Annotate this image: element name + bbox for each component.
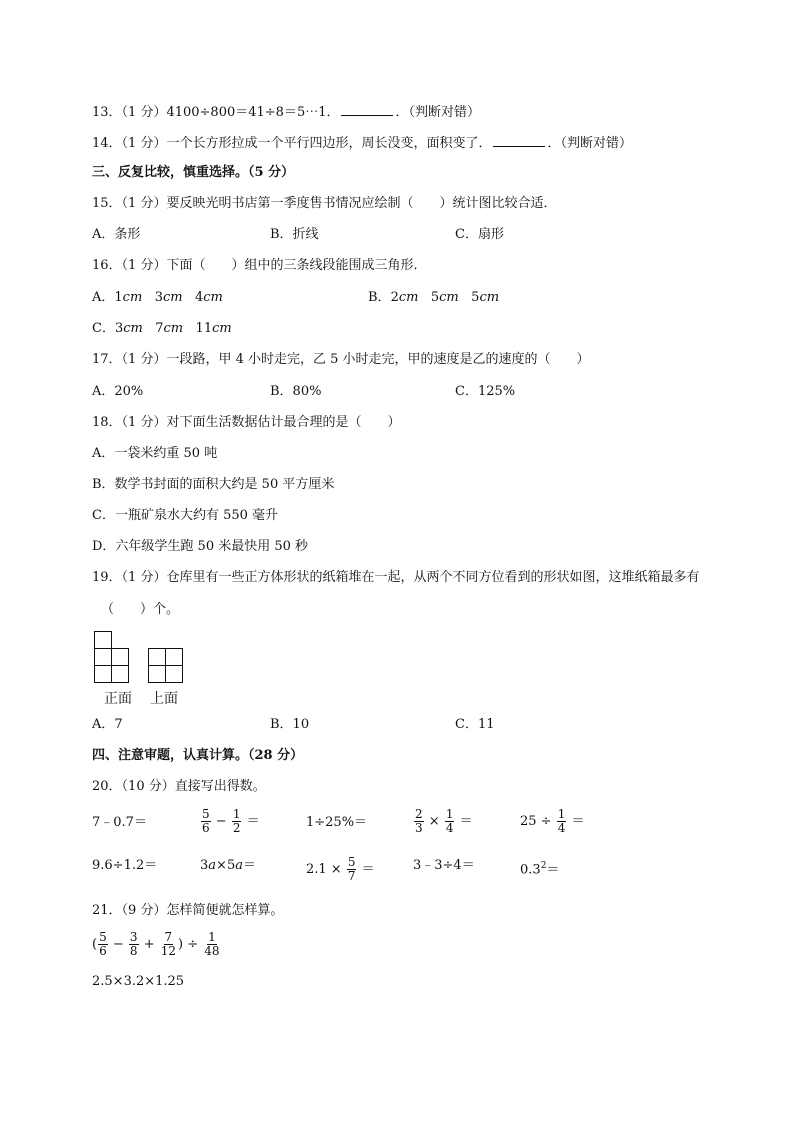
q17-option-a[interactable]: A．20% [92, 384, 144, 399]
expr-text: 25 ÷ [520, 814, 552, 829]
q20-expr-9: 3﹣3÷4＝ [413, 858, 475, 873]
numerator: 5 [202, 807, 210, 821]
q16-c-val-3: 11 [195, 321, 213, 336]
top-view-cell [148, 665, 166, 683]
front-view-cell [94, 631, 112, 649]
equals-sign: ＝ [242, 858, 256, 873]
denominator: 48 [204, 944, 220, 958]
q15-stem-a: 15．（1 分）要反映光明书店第一季度售书情况应绘制（ [92, 196, 414, 211]
q16-a-unit-3: cm [203, 290, 223, 305]
q16-a-unit-1: cm [122, 290, 143, 305]
numerator: 5 [99, 930, 107, 944]
q16-c-unit-3: cm [212, 321, 232, 336]
top-view-cell [148, 648, 166, 666]
q18-option-c[interactable]: C．一瓶矿泉水大约有 550 毫升 [92, 508, 279, 523]
q13-tail: ．（判断对错） [395, 105, 480, 120]
q16-c-unit-1: cm [123, 321, 143, 336]
question-13 [92, 102, 480, 122]
paren-close-divide: ) ÷ [178, 937, 199, 952]
numerator: 1 [445, 807, 454, 821]
exponent: 2 [540, 861, 547, 871]
operator: − [112, 937, 124, 952]
q15-option-a[interactable]: A．条形 [92, 227, 141, 242]
q19-option-a[interactable]: A．7 [92, 717, 123, 732]
q16-option-c[interactable] [92, 320, 232, 338]
q19-option-b[interactable]: B．10 [270, 717, 310, 732]
q16-b-val-2: 5 [430, 290, 440, 305]
q16-a-val-3: 4 [194, 290, 204, 305]
fraction [201, 808, 211, 835]
fraction [347, 856, 357, 883]
q20-expr-4 [413, 808, 473, 835]
numerator: 7 [164, 930, 173, 944]
q16-a-label: A． [92, 290, 115, 305]
question-18 [92, 414, 400, 432]
question-15 [92, 195, 556, 213]
denominator: 4 [445, 821, 454, 835]
denominator: 4 [557, 821, 566, 835]
paren-open: ( [92, 937, 98, 952]
denominator: 6 [99, 944, 107, 958]
front-view-cell [94, 665, 112, 683]
top-view-cell [165, 648, 183, 666]
q16-b-val-1: 2 [390, 290, 399, 305]
equals-sign: ＝ [361, 862, 375, 877]
q16-c-unit-2: cm [163, 321, 184, 336]
q16-b-label: B． [368, 290, 391, 305]
fraction [160, 931, 177, 958]
equals-sign: ＝ [246, 814, 260, 829]
expr-text: 0.3 [520, 862, 541, 878]
q16-stem-a: 16．（1 分）下面（ [92, 258, 206, 273]
q17-stem-b: ） [576, 352, 590, 367]
q15-option-b[interactable]: B．折线 [270, 227, 319, 242]
numerator: 2 [415, 807, 423, 821]
q21-expr-1 [92, 931, 222, 958]
q15-stem-b: ）统计图比较合适． [439, 196, 557, 211]
equals-sign: ＝ [459, 814, 473, 829]
q19-stem2-a: （ [101, 602, 115, 617]
operator: − [215, 814, 227, 829]
front-view-label: 正面 [104, 691, 132, 707]
expr-text: 2.1 × [306, 862, 342, 877]
question-16 [92, 257, 426, 275]
denominator: 8 [129, 944, 138, 958]
front-view-cell [111, 648, 129, 666]
q20-expr-2 [200, 808, 260, 835]
front-view-cell [111, 665, 129, 683]
q20-expr-7 [200, 857, 256, 875]
numerator: 5 [347, 855, 356, 869]
question-19-line-2 [101, 601, 179, 619]
q16-a-val-1: 1 [114, 290, 123, 305]
q16-c-label: C． [92, 321, 115, 336]
denominator: 2 [232, 821, 241, 835]
q13-answer-blank[interactable] [341, 102, 393, 116]
q20-expr-8 [306, 856, 375, 883]
q16-b-val-3: 5 [471, 290, 480, 305]
fraction [232, 808, 242, 835]
q19-stem2-b: ）个。 [140, 602, 180, 617]
question-19: 19．（1 分）仓库里有一些正方体形状的纸箱堆在一起，从两个不同方位看到的形状如图，这堆纸箱最多有 [92, 570, 700, 585]
q17-option-c[interactable]: C．125% [455, 384, 516, 399]
fraction [98, 931, 108, 958]
expr-text: 3 [200, 858, 209, 873]
fraction [414, 808, 424, 835]
operator: + [143, 937, 155, 952]
denominator: 12 [160, 944, 177, 958]
q15-option-c[interactable]: C．扇形 [455, 227, 504, 242]
q17-stem-a: 17．（1 分）一段路，甲 4 小时走完，乙 5 小时走完，甲的速度是乙的速度的（ [92, 352, 551, 367]
q20-expr-3: 1÷25%＝ [306, 815, 368, 830]
section-4-title: 四、注意审题，认真计算。（28 分） [92, 748, 304, 763]
numerator: 1 [557, 807, 566, 821]
fraction [557, 808, 567, 835]
denominator: 3 [415, 821, 423, 835]
q16-stem-b: ）组中的三条线段能围成三角形． [231, 258, 427, 273]
equals-sign: ＝ [571, 814, 585, 829]
q20-expr-5 [520, 808, 585, 835]
front-view-cell [94, 648, 112, 666]
q18-stem-a: 18．（1 分）对下面生活数据估计最合理的是（ [92, 415, 362, 430]
q21-expr-2: 2.5×3.2×1.25 [92, 974, 185, 989]
top-view-cell [165, 665, 183, 683]
q20-expr-1: 7﹣0.7＝ [92, 815, 147, 830]
fraction [203, 931, 220, 958]
q16-a-val-2: 3 [154, 290, 163, 305]
q17-option-b[interactable]: B．80% [270, 384, 322, 399]
q18-stem-b: ） [387, 415, 401, 430]
variable: a [235, 858, 243, 873]
question-20: 20．（10 分）直接写出得数。 [92, 779, 266, 794]
question-14 [92, 133, 632, 153]
q20-expr-6: 9.6÷1.2＝ [92, 858, 158, 873]
q16-a-unit-2: cm [162, 290, 183, 305]
q20-expr-10 [520, 857, 559, 879]
section-3-title: 三、反复比较，慎重选择。（5 分） [92, 165, 295, 180]
equals-sign: ＝ [546, 862, 560, 878]
denominator: 7 [347, 869, 356, 883]
q16-b-unit-3: cm [479, 290, 500, 305]
q14-tail: ．（判断对错） [547, 136, 632, 151]
variable: a [208, 858, 217, 873]
q16-option-a[interactable] [92, 289, 223, 307]
numerator: 3 [129, 930, 138, 944]
q19-option-c[interactable]: C．11 [455, 717, 495, 732]
denominator: 6 [202, 821, 210, 835]
q16-b-unit-1: cm [398, 290, 419, 305]
question-17 [92, 351, 590, 369]
q14-answer-blank[interactable] [493, 133, 545, 147]
q18-option-d[interactable]: D．六年级学生跑 50 米最快用 50 秒 [92, 539, 309, 554]
operator: × [428, 814, 440, 829]
expr-text: ×5 [216, 858, 236, 873]
numerator: 1 [208, 930, 216, 944]
top-view-label: 上面 [150, 691, 178, 707]
q16-b-unit-2: cm [439, 290, 459, 305]
q18-option-b[interactable]: B．数学书封面的面积大约是 50 平方厘米 [92, 477, 335, 492]
question-21: 21．（9 分）怎样简便就怎样算。 [92, 903, 284, 918]
q18-option-a[interactable]: A．一袋米约重 50 吨 [92, 446, 218, 461]
q16-c-val-1: 3 [114, 321, 124, 336]
fraction [445, 808, 455, 835]
q16-option-b[interactable] [368, 289, 499, 307]
q13-stem: 13．（1 分）4100÷800＝41÷8＝5⋯1． [92, 105, 340, 120]
numerator: 1 [232, 807, 241, 821]
q16-c-val-2: 7 [155, 321, 164, 336]
q14-stem: 14．（1 分）一个长方形拉成一个平行四边形，周长没变，面积变了． [92, 136, 492, 151]
fraction [129, 931, 139, 958]
